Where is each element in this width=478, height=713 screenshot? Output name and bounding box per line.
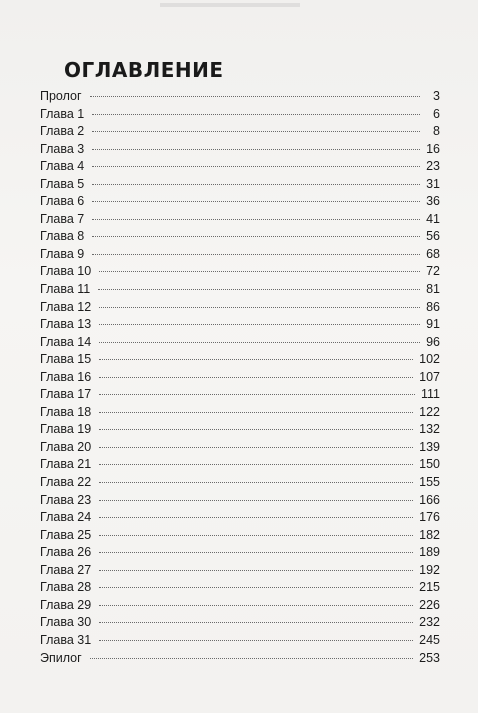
toc-entry	[40, 334, 440, 352]
dot-leader	[99, 394, 415, 395]
toc-entry-label: Пролог	[40, 89, 82, 103]
bleed-through-mark	[160, 3, 300, 7]
toc-entry-label: Глава 18	[40, 404, 92, 419]
toc-entry-label: Глава 23	[40, 492, 92, 507]
toc-entry-page-number: 102	[419, 352, 440, 367]
toc-entry-page-number: 155	[419, 475, 440, 490]
toc-entry-label: Глава 1	[40, 106, 85, 121]
toc-entry	[40, 509, 440, 527]
toc-entry-label: Глава 28	[40, 580, 92, 595]
toc-entry	[40, 299, 440, 317]
toc-entry-label: Глава 30	[40, 615, 92, 630]
toc-entry-page-number: 139	[419, 439, 440, 454]
toc-entry-page-number: 8	[433, 124, 440, 139]
toc-entry-label: Глава 11	[40, 282, 91, 297]
dot-leader	[99, 359, 413, 360]
toc-entry-label: Глава 27	[40, 562, 92, 577]
toc-entry-label: Эпилог	[40, 650, 82, 665]
toc-entry-page-number: 31	[426, 176, 440, 191]
toc-entry	[40, 246, 440, 264]
toc-entry	[40, 211, 440, 229]
toc-entry-page-number: 253	[419, 650, 440, 665]
toc-entry-page-number: 16	[426, 141, 440, 156]
dot-leader	[92, 201, 420, 202]
dot-leader	[99, 342, 420, 343]
toc-entry-label: Глава 3	[40, 141, 85, 156]
toc-entry-label: Глава 5	[40, 176, 85, 191]
toc-entry-page-number: 3	[433, 89, 440, 103]
dot-leader	[99, 535, 413, 536]
dot-leader	[99, 552, 413, 553]
toc-entry	[40, 614, 440, 632]
toc-entry-page-number: 232	[419, 615, 440, 630]
dot-leader	[99, 429, 413, 430]
toc-entry	[40, 421, 440, 439]
toc-entry-page-number: 122	[419, 404, 440, 419]
toc-entry-page-number: 72	[426, 264, 440, 279]
toc-entry-label: Глава 14	[40, 334, 92, 349]
toc-entry	[40, 492, 440, 510]
toc-entry-page-number: 23	[426, 159, 440, 174]
toc-entry-page-number: 86	[426, 299, 440, 314]
dot-leader	[92, 166, 420, 167]
toc-entry	[40, 228, 440, 246]
toc-entry	[40, 439, 440, 457]
toc-entry-page-number: 226	[419, 597, 440, 612]
toc-entry-label: Глава 4	[40, 159, 85, 174]
toc-entry-page-number: 215	[419, 580, 440, 595]
toc-entry	[40, 527, 440, 545]
toc-entry	[40, 650, 440, 668]
toc-entry-page-number: 56	[426, 229, 440, 244]
toc-entry	[40, 456, 440, 474]
dot-leader	[99, 500, 413, 501]
toc-entry-label: Глава 21	[40, 457, 92, 472]
toc-entry	[40, 263, 440, 281]
toc-entry-page-number: 41	[426, 211, 440, 226]
toc-entry-label: Глава 20	[40, 439, 92, 454]
toc-entry	[40, 632, 440, 650]
toc-entry-label: Глава 17	[40, 387, 92, 402]
dot-leader	[92, 149, 420, 150]
toc-entry-label: Глава 22	[40, 475, 92, 490]
dot-leader	[99, 640, 413, 641]
toc-entry	[40, 193, 440, 211]
dot-leader	[99, 271, 420, 272]
toc-entry-label: Глава 24	[40, 510, 92, 525]
toc-entry	[40, 386, 440, 404]
toc-entry-page-number: 192	[419, 562, 440, 577]
toc-entry-label: Глава 2	[40, 124, 85, 139]
dot-leader	[99, 377, 413, 378]
toc-entry	[40, 369, 440, 387]
dot-leader	[92, 114, 420, 115]
toc-entry-page-number: 68	[426, 246, 440, 261]
toc-entry-page-number: 132	[419, 422, 440, 437]
toc-entry	[40, 474, 440, 492]
toc-entry	[40, 404, 440, 422]
toc-entry-label: Глава 7	[40, 211, 85, 226]
toc-entry-page-number: 81	[426, 282, 440, 297]
toc-entry	[40, 123, 440, 141]
dot-leader	[99, 464, 413, 465]
dot-leader	[99, 324, 420, 325]
dot-leader	[98, 289, 420, 290]
toc-entry-page-number: 96	[426, 334, 440, 349]
toc-entry	[40, 106, 440, 124]
toc-entry-label: Глава 31	[40, 632, 92, 647]
toc-entry	[40, 351, 440, 369]
toc-entry-page-number: 107	[419, 369, 440, 384]
toc-entry-label: Глава 16	[40, 369, 92, 384]
dot-leader	[90, 658, 413, 659]
toc-entry	[40, 281, 440, 299]
toc-entry-page-number: 245	[419, 632, 440, 647]
toc-entry	[40, 597, 440, 615]
toc-entry	[40, 562, 440, 580]
toc-entry	[40, 158, 440, 176]
dot-leader	[99, 622, 413, 623]
dot-leader	[99, 412, 413, 413]
dot-leader	[92, 131, 420, 132]
dot-leader	[90, 96, 420, 97]
toc-entry-label: Глава 15	[40, 352, 92, 367]
toc-entry-label: Глава 19	[40, 422, 92, 437]
toc-entry	[40, 316, 440, 334]
toc-entry-label: Глава 10	[40, 264, 92, 279]
toc-entry-label: Глава 29	[40, 597, 92, 612]
toc-entry-label: Глава 12	[40, 299, 92, 314]
toc-entry-page-number: 182	[419, 527, 440, 542]
page-title: ОГЛАВЛЕНИЕ	[64, 58, 224, 83]
toc-entry-label: Глава 26	[40, 545, 92, 560]
toc-entry-page-number: 176	[419, 510, 440, 525]
dot-leader	[99, 517, 413, 518]
toc-entry	[40, 544, 440, 562]
dot-leader	[92, 219, 420, 220]
toc-entry-page-number: 6	[433, 106, 440, 121]
toc-entry	[40, 579, 440, 597]
dot-leader	[99, 307, 420, 308]
toc-entry	[40, 176, 440, 194]
toc-entry-page-number: 150	[419, 457, 440, 472]
toc-entry-page-number: 36	[426, 194, 440, 209]
toc-entry-label: Глава 6	[40, 194, 85, 209]
dot-leader	[99, 587, 413, 588]
toc-entry	[40, 88, 440, 106]
dot-leader	[92, 254, 420, 255]
dot-leader	[99, 570, 413, 571]
toc-entry-label: Глава 25	[40, 527, 92, 542]
toc-entry-label: Глава 9	[40, 246, 85, 261]
toc-entry-page-number: 166	[419, 492, 440, 507]
toc-entry-page-number: 111	[420, 387, 440, 402]
toc-entry-label: Глава 13	[40, 317, 92, 332]
toc-entry-page-number: 91	[426, 317, 440, 332]
dot-leader	[99, 447, 413, 448]
dot-leader	[99, 482, 413, 483]
toc-entry-page-number: 189	[419, 545, 440, 560]
dot-leader	[92, 236, 420, 237]
dot-leader	[92, 184, 420, 185]
toc-entry	[40, 141, 440, 159]
table-of-contents	[40, 88, 440, 667]
toc-entry-label: Глава 8	[40, 229, 85, 244]
dot-leader	[99, 605, 413, 606]
